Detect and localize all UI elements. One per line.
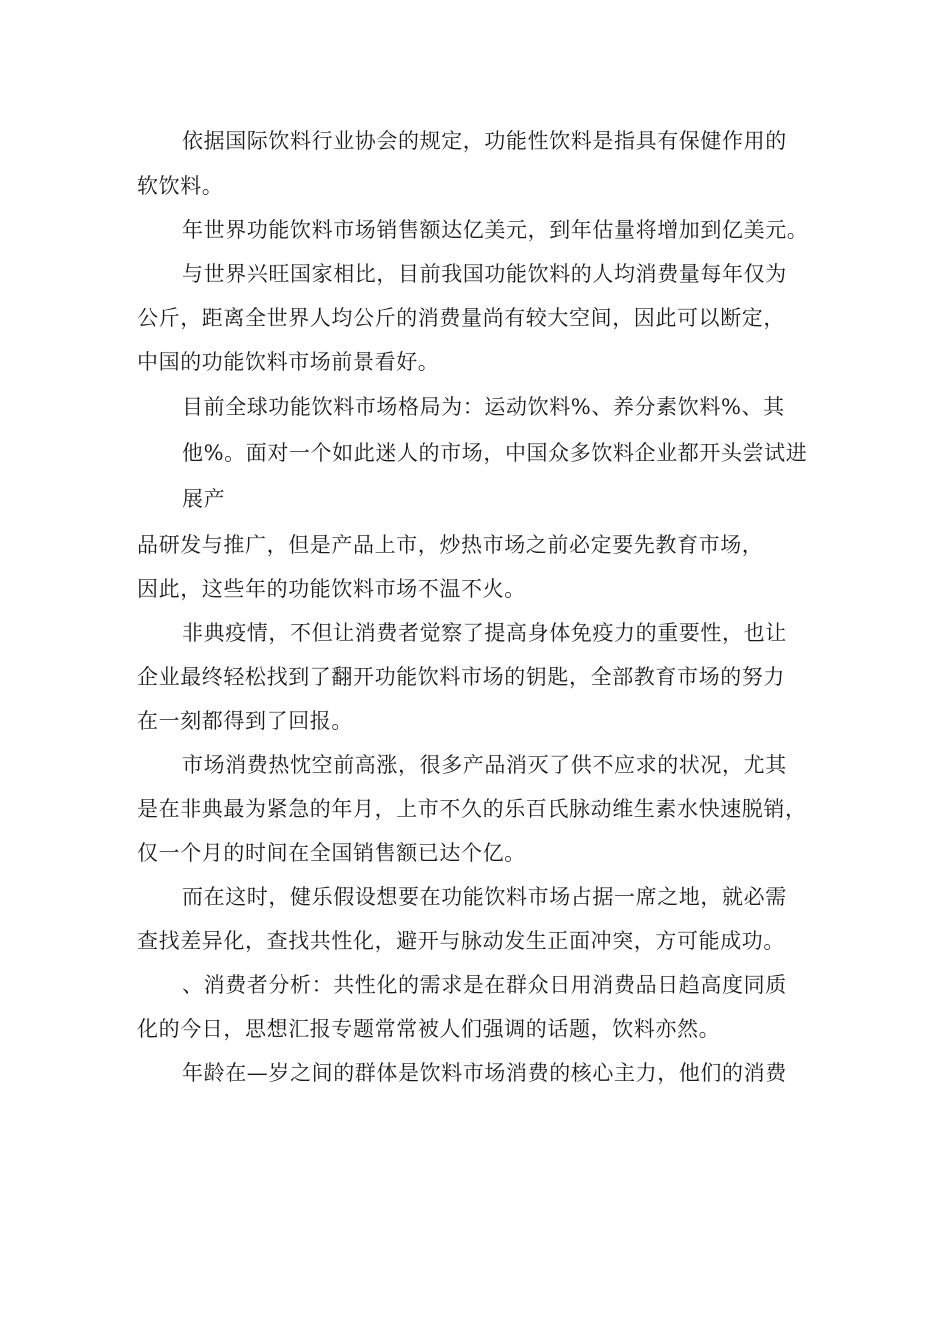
text-line: 展产 bbox=[182, 487, 226, 511]
text-line: 因此，这些年的功能饮料市场不温不火。 bbox=[137, 577, 526, 601]
text-line: 公斤，距离全世界人均公斤的消费量尚有较大空间，因此可以断定， bbox=[137, 306, 785, 330]
text-line: 品研发与推广，但是产品上市，炒热市场之前必定要先教育市场， bbox=[137, 533, 764, 557]
text-line: 与世界兴旺国家相比，目前我国功能饮料的人均消费量每年仅为 bbox=[182, 262, 787, 286]
text-line: 软饮料。 bbox=[137, 174, 224, 198]
text-line: 在一刻都得到了回报。 bbox=[137, 709, 353, 733]
text-line: 是在非典最为紧急的年月，上市不久的乐百氏脉动维生素水快速脱销， bbox=[137, 797, 807, 821]
text-line: 市场消费热忱空前高涨，很多产品消灭了供不应求的状况，尤其 bbox=[182, 753, 787, 777]
text-line: 非典疫情，不但让消费者觉察了提高身体免疫力的重要性，也让 bbox=[182, 621, 787, 645]
text-line: 年世界功能饮料市场销售额达亿美元，到年估量将增加到亿美元。 bbox=[182, 218, 809, 242]
text-line: 查找差异化，查找共性化，避开与脉动发生正面冲突，方可能成功。 bbox=[137, 929, 785, 953]
text-line: 中国的功能饮料市场前景看好。 bbox=[137, 350, 440, 374]
text-line: 年龄在—岁之间的群体是饮料市场消费的核心主力，他们的消费 bbox=[182, 1061, 787, 1085]
text-line: 化的今日，思想汇报专题常常被人们强调的话题，饮料亦然。 bbox=[137, 1017, 721, 1041]
text-line: 仅一个月的时间在全国销售额已达个亿。 bbox=[137, 841, 526, 865]
text-line: 他%。面对一个如此迷人的市场，中国众多饮料企业都开头尝试进 bbox=[182, 441, 808, 465]
text-line: 依据国际饮料行业协会的规定，功能性饮料是指具有保健作用的 bbox=[182, 129, 787, 153]
text-line: 、消费者分析：共性化的需求是在群众日用消费品日趋高度同质 bbox=[182, 973, 787, 997]
text-line: 企业最终轻松找到了翻开功能饮料市场的钥匙，全部教育市场的努力 bbox=[137, 665, 785, 689]
text-line: 目前全球功能饮料市场格局为：运动饮料%、养分素饮料%、其 bbox=[182, 395, 785, 419]
text-line: 而在这时，健乐假设想要在功能饮料市场占据一席之地，就必需 bbox=[182, 885, 787, 909]
